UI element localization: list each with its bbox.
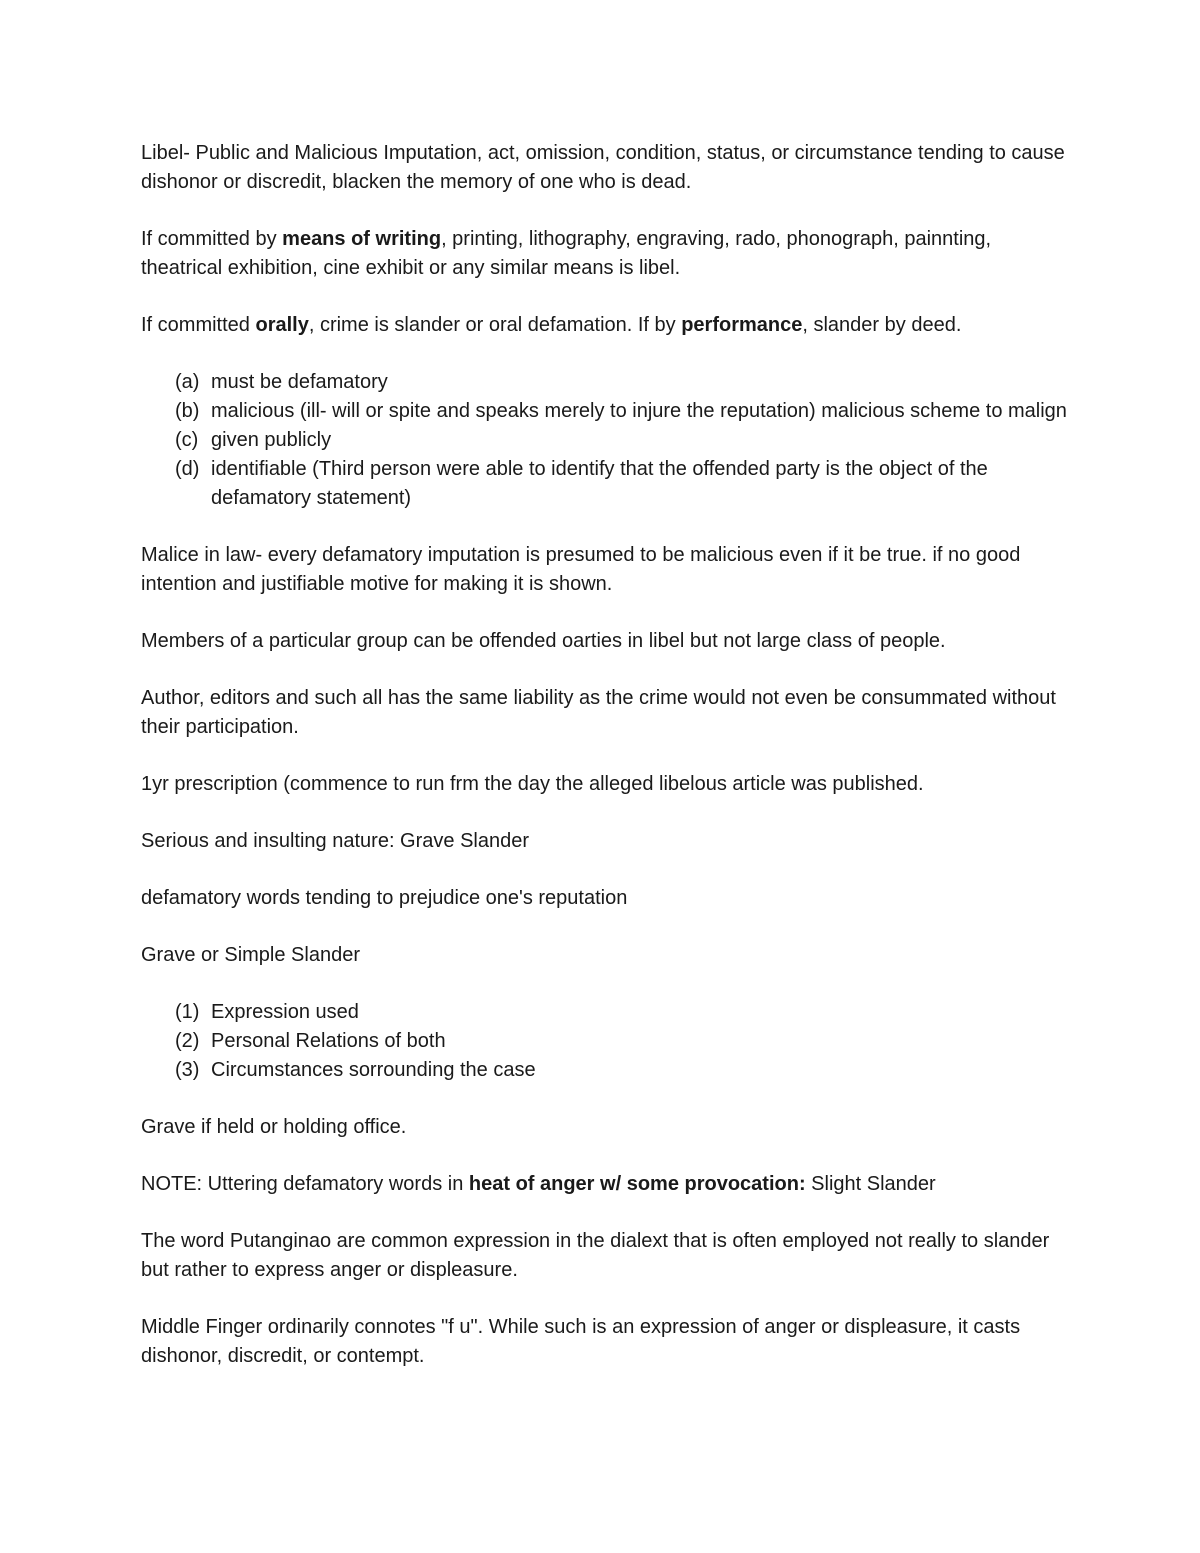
- emphasis-heat-of-anger: heat of anger w/ some provocation:: [468, 1173, 806, 1195]
- slander-definition: If committed orally, crime is slander or oral defamation. If by performance, slander by deed.: [141, 314, 962, 336]
- libel-definition: Libel- Public and Malicious Imputation, act, omission, condition, status, or circumstance tending to cause dishonor or discredit, blacken the memory of one who is dead.: [141, 142, 1065, 193]
- group-members-note: Members of a particular group can be offended oarties in libel but not large class of people.: [141, 630, 946, 652]
- prescription-note: 1yr prescription (commence to run frm the day the alleged libelous article was published.: [141, 773, 924, 795]
- list-item: (d) identifiable (Third person were able to identify that the offended party is the object of the defamatory statement): [175, 458, 988, 509]
- defamatory-words-note: defamatory words tending to prejudice one's reputation: [141, 887, 628, 909]
- grave-slander-note: Serious and insulting nature: Grave Slander: [141, 830, 530, 852]
- factors-list: [141, 998, 1071, 1085]
- libel-means: If committed by means of writing, printing, lithography, engraving, rado, phonograph, painnting, theatrical exhibition, cine exhibit or any similar means is libel.: [141, 228, 992, 279]
- document-page: [141, 139, 1071, 1399]
- putanginao-note: The word Putanginao are common expression in the dialext that is often employed not really to slander but rather to express anger or displeasure.: [141, 1230, 1050, 1281]
- list-item: (c) given publicly: [175, 429, 332, 451]
- office-holder-note: Grave if held or holding office.: [141, 1116, 407, 1138]
- elements-list: [141, 368, 1071, 513]
- slight-slander-note: NOTE: Uttering defamatory words in heat of anger w/ some provocation: Slight Slander: [141, 1173, 936, 1195]
- liability-note: Author, editors and such all has the same liability as the crime would not even be consummated without their participation.: [141, 687, 1056, 738]
- list-item: (2) Personal Relations of both: [175, 1030, 446, 1052]
- list-item: (1) Expression used: [175, 1001, 359, 1023]
- grave-or-simple-heading: Grave or Simple Slander: [141, 944, 360, 966]
- emphasis-orally: orally: [255, 314, 309, 336]
- emphasis-means-of-writing: means of writing: [282, 228, 442, 250]
- list-item: (3) Circumstances sorrounding the case: [175, 1059, 536, 1081]
- middle-finger-note: Middle Finger ordinarily connotes "f u". While such is an expression of anger or displeasure, it casts dishonor, discredit, or contempt.: [141, 1316, 1021, 1367]
- malice-in-law: Malice in law- every defamatory imputation is presumed to be malicious even if it be true. if no good intention and justifiable motive for making it is shown.: [141, 544, 1021, 595]
- list-item: (b) malicious (ill- will or spite and speaks merely to injure the reputation) malicious scheme to malign: [175, 400, 1067, 422]
- emphasis-performance: performance: [681, 314, 803, 336]
- list-item: (a) must be defamatory: [175, 371, 388, 393]
